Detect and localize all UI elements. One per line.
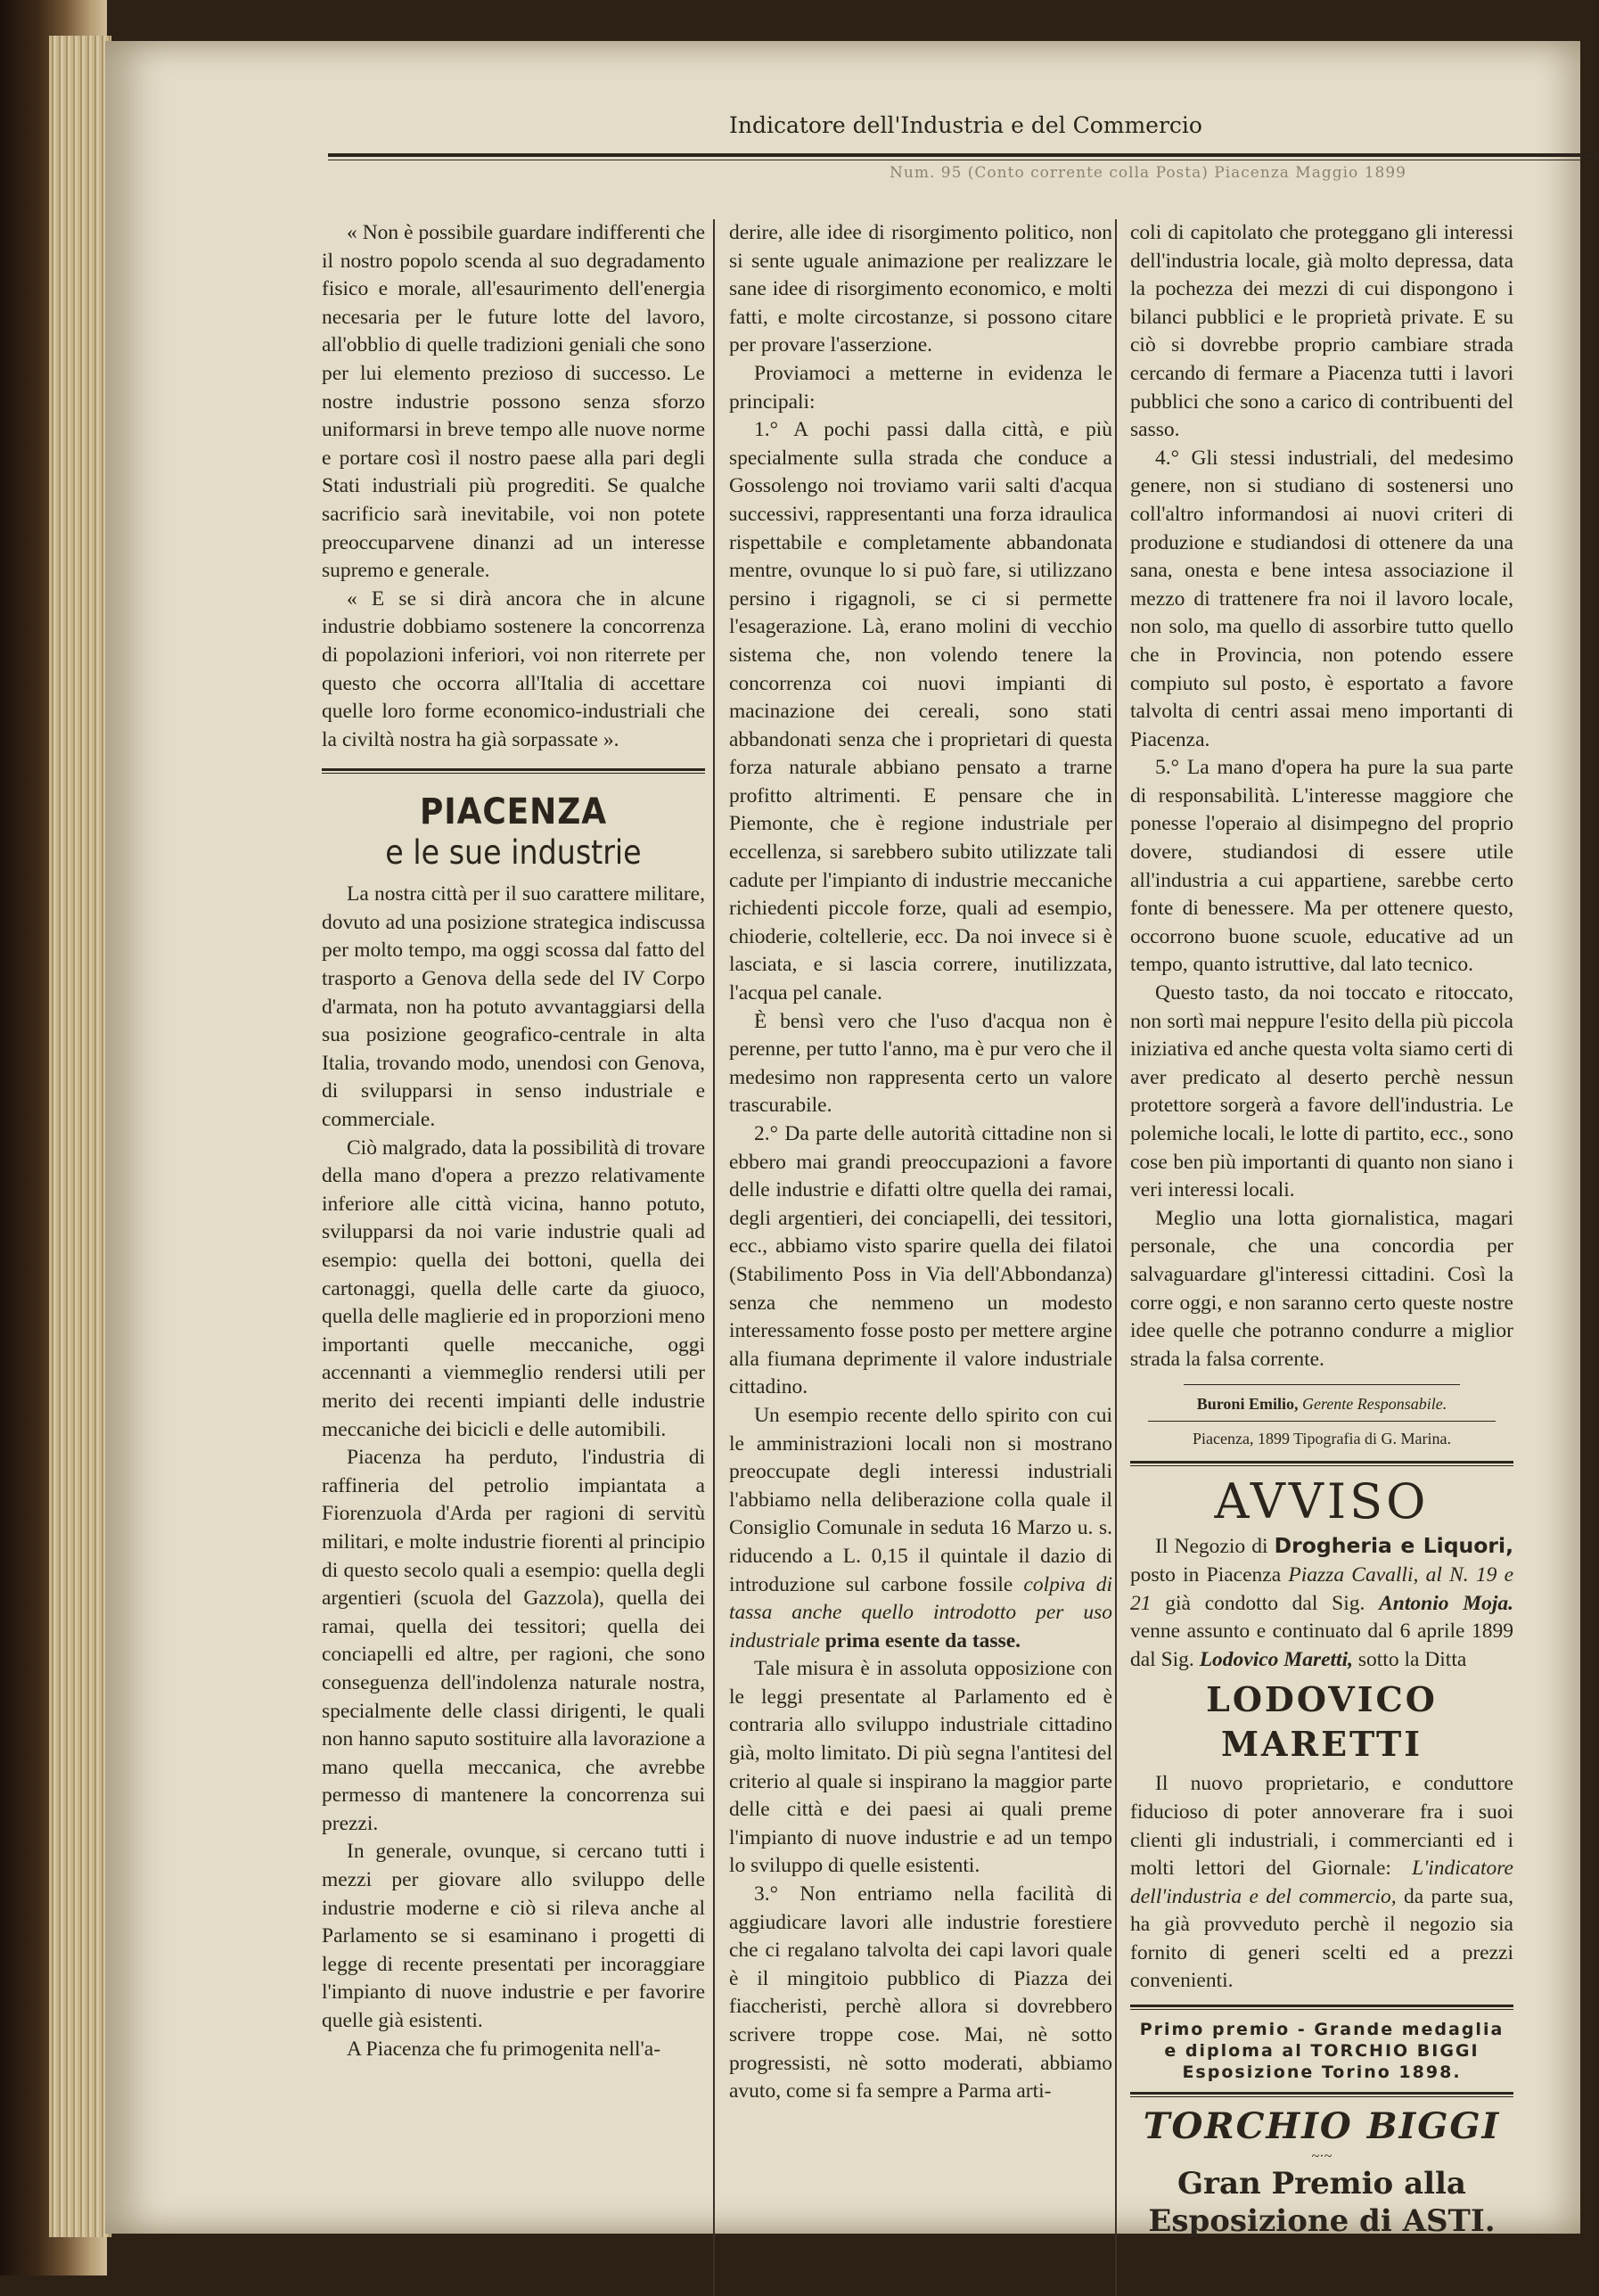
page-edges: [49, 36, 111, 2237]
premio-line-3: Esposizione Torino 1898.: [1182, 2062, 1462, 2083]
col1-paragraph-5: Piacenza ha perduto, l'industria di raffineria del petrolio impiantata a Fiorenzuola d'Arda per ragioni di servitù militari, e molte industrie fiorenti al principio di questo secolo quali a esempio: quella degli argentieri (scuola del Gazzola), quella dei ramai, quella dei tessitori; quella dei conciapelli ed altre, per ragioni, che sono conseguenza dell'indolenza naturale nostra, specialmente delle classi dirigenti, le quali non hanno saputo sostituire alla lavorazione a mano quella meccanica, che avrebbe permesso di mantenere la concorrenza sui prezzi.: [322, 1446, 705, 1835]
section-rule: [322, 768, 705, 774]
column-divider-1: [713, 219, 715, 2296]
avviso-heading: AVVISO: [1214, 1473, 1430, 1530]
newspaper-page: [105, 41, 1580, 2240]
col3-paragraph-4: Questo tasto, da noi toccato e ritoccato, non sortì mai neppure l'esito della più piccola iniziativa ed anche questa volta siamo certi di aver predicato al deserto perchè nessun protettore sorgerà a favore dell'industria. Le polemiche locali, le lotte di partito, ecc., sono cose ben più importanti di quanto non siano i veri interessi locali.: [1130, 981, 1513, 1202]
avviso-text-3: già condotto dal Sig.: [1165, 1591, 1365, 1615]
avviso-address: Piazza Cavalli, al N. 19 e 21: [1130, 1562, 1514, 1615]
avviso-text-5: sotto la Ditta: [1357, 1647, 1467, 1671]
short-rule: [1184, 1384, 1460, 1385]
col2-p6-italic: colpiva di tassa anche quello introdotto per uso industriale: [729, 1572, 1112, 1652]
article-title: PIACENZA: [420, 791, 607, 833]
gerente-role: Gerente Responsabile.: [1301, 1395, 1447, 1414]
avviso-text-2: posto in Piacenza: [1130, 1562, 1282, 1587]
col2-paragraph-1: derire, alle idee di risorgimento politico, non si sente uguale animazione per realizzare le sane idee di risorgimento economico, e molti fatti, e molte circostanze, si possono citare per provare l'asserzione.: [729, 221, 1112, 357]
column-1: [322, 219, 705, 2063]
col3-paragraph-3: 5.° La mano d'opera ha pure la sua parte di responsabilità. L'interesse maggiore che ponesse l'operaio al disimpegno del proprio dovere, studiandosi di essere utile all'industria a cui appartiene, sarebbe certo fonte di benessere. Ma per ottenere questo, occorrono buone scuole, educative ad un tempo, quanto istruttive, dal lato tecnico.: [1130, 756, 1513, 977]
col3-paragraph-1: coli di capitolato che proteggano gli interessi dell'industria locale, già molto depressa, data la pochezza dei mezzi di cui dispongono i bilanci pubblici e le proprietà private. E su ciò si dovrebbe proprio cambiare strada cercando di fermare a Piacenza tutti i lavori pubblici che sono a carico di contribuenti del sasso.: [1130, 221, 1513, 442]
tipografia-line: Piacenza, 1899 Tipografia di G. Marina.: [1193, 1430, 1451, 1448]
torchio-biggi-heading: TORCHIO BIGGI: [1143, 2105, 1501, 2148]
premio-rule: [1130, 2005, 1513, 2010]
col2-paragraph-7: Tale misura è in assoluta opposizione con le leggi presentate al Parlamento ed è contraria allo sviluppo industriale cittadino già, molto limitato. Di più segna l'antitesi del criterio al quale si inspirano la maggior parte delle città e dei paesi ai quali preme l'impianto di nuove industrie e ad un tempo lo sviluppo di quelle esistenti.: [729, 1657, 1112, 1878]
col2-paragraph-6: [729, 1402, 1112, 1655]
col2-paragraph-3: 1.° A pochi passi dalla città, e più specialmente sulla strada che conduce a Gossolengo noi troviamo varii salti d'acqua successivi, rappresentanti una forza idraulica rispettabile e completamente abbandonata mentre, ovunque lo si può fare, si utilizzano persino i rigagnoli, se ci si permette l'esagerazione. Là, erano molini di vecchio sistema che, non volendo tenere la concorrenza coi nuovi impianti di macinazione dei cereali, sono stati abbandonati senza che i proprietari di questa forza naturale abbiano pensato a trarne profitto altrimenti. E pensare che in Piemonte, che è regione industriale per eccellenza, si sarebbero subito utilizzate tali cadute per l'impianto di industrie meccaniche richiedenti piccole forze, quali ad esempio, chioderie, coltellerie, ecc. Da noi invece si è lasciata, e si lascia correre, inutilizzata, l'acqua pel canale.: [729, 418, 1112, 1005]
col1-paragraph-7: A Piacenza che fu primogenita nell'a-: [347, 2037, 661, 2061]
maretti-paragraph: [1130, 1770, 1513, 1996]
avviso-lodovico: Lodovico Maretti,: [1199, 1647, 1353, 1671]
gerente-line: [1130, 1390, 1513, 1417]
running-head: Indicatore dell'Industria e del Commercio: [729, 112, 1202, 138]
maretti-journal: L'indicatore dell'industria e del commercio,: [1130, 1857, 1513, 1908]
ornament-divider: ~·~: [1311, 2149, 1332, 2165]
avviso-shop: Drogheria e Liquori,: [1274, 1533, 1514, 1559]
avviso-text-4: venne assunto e continuato dal 6 aprile 1899 dal Sig.: [1130, 1620, 1513, 1671]
avviso-moja: Antonio Moja.: [1379, 1591, 1514, 1615]
premio-line-1: Primo premio - Grande medaglia: [1139, 2020, 1505, 2040]
col2-p6-text: Un esempio recente dello spirito con cui le amministrazioni locali non si mostrano preoccupate degli interessi industriali l'abbiamo nella deliberazione colla quale il Consiglio Comunale in seduta 16 Marzo u. s. riducendo a L. 0,15 il quintale il dazio di introduzione sul carbone fossile: [729, 1403, 1112, 1596]
col2-paragraph-4: È bensì vero che l'uso d'acqua non è perenne, per tutto l'anno, ma è pur vero che il medesimo non rappresenta certo un valore trascurabile.: [729, 1009, 1112, 1118]
avviso-paragraph: [1130, 1532, 1513, 1674]
column-divider-2: [1115, 219, 1117, 2296]
biggi-rule: [1130, 2092, 1513, 2097]
faded-ghost-print: Num. 95 (Conto corrente colla Posta) Piacenza Maggio 1899: [890, 164, 1406, 182]
col1-paragraph-1: « Non è possibile guardare indifferenti che il nostro popolo scenda al suo degradamento fisico e morale, all'esaurimento dell'energia necesaria per le future lotte del lavoro, all'obblio di quelle tradizioni geniali che sono per lui elemento prezioso di successo. Le nostre industrie possono senza sforzo uniformarsi in breve tempo alle nuove norme e portare così il nostro paese alla pari degli Stati industriali più progrediti. Se qualche sacrificio sarà inevitabile, voi non potete preoccuparvene dinanzi ad un interesse supremo e generale.: [322, 221, 705, 583]
avviso-text-1: Il Negozio di: [1155, 1535, 1268, 1559]
col1-paragraph-2: « E se si dirà ancora che in alcune industrie dobbiamo sostenere la concorrenza di popolazioni inferiori, voi non riterrete per questo che occorra all'Italia di accettare quelle loro forme economico-industriali che la civiltà nostra ha già sorpassate ».: [322, 586, 705, 751]
short-rule-2: [1148, 1421, 1496, 1422]
ad-rule: [1130, 1461, 1513, 1466]
col3-paragraph-2: 4.° Gli stessi industriali, del medesimo genere, non si studiano di sostenersi uno coll'altro informandosi ai nuovi criteri di produzione e studiandosi di ottenere da una sana, onesta e bene intesa associazione il mezzo di trattenere fra noi il lavoro locale, non solo, ma quello di assorbire tutto quello che in Provincia, non potendo essere compiuto sul posto, è esportato a favore talvolta di centri assai meno importanti di Piacenza.: [1130, 446, 1513, 751]
column-3: [1130, 219, 1513, 2240]
premio-line-2: e diploma al TORCHIO BIGGI: [1164, 2041, 1480, 2062]
col3-paragraph-5: Meglio una lotta giornalistica, magari personale, che una concordia per salvaguardare gl'interessi cittadini. Così la corre oggi, e non saranno certo queste nostre idee quelle che potranno condurre a miglior strada la falsa corrente.: [1130, 1206, 1513, 1371]
maretti-heading: LODOVICO MARETTI: [1206, 1679, 1438, 1765]
col2-paragraph-5: 2.° Da parte delle autorità cittadine non si ebbero mai grandi preoccupazioni a favore delle industrie e difatti oltre quella dei ramai, degli argentieri, dei conciapelli, dei tessitori, ecc., abbiamo visto sparire quella dei filatoi (Stabilimento Poss in Via dell'Abbondanza) senza che nemmeno un modesto interessamento fosse posto per mettere argine alla fiumana deprimente il valore industriale cittadino.: [729, 1122, 1112, 1399]
col1-paragraph-6: In generale, ovunque, si cercano tutti i mezzi per giovare allo sviluppo delle industrie moderne e ciò si rileva anche al Parlamento se si esaminano i progetti di legge di recente presentati per incoraggiare l'impianto di nuove industrie e per favorire quelle già esistenti.: [322, 1840, 705, 2033]
article-subtitle: e le sue industrie: [385, 833, 642, 873]
col1-paragraph-4: Ciò malgrado, data la possibilità di trovare della mano d'opera a prezzo relativamente inferiore alle città vicina, hanno potuto, svilupparsi da noi varie industrie quali ad esempio: quella dei bottoni, quella dei cartonaggi, quella delle carte da giuoco, quella delle maglierie ed in proporzioni meno importanti quelle meccaniche, oggi accennanti a viemmeglio rendersi utili per merito dei recenti impianti delle industrie meccaniche dei bicicli e delle automibili.: [322, 1136, 705, 1441]
col2-p6-bold: prima esente da tasse.: [824, 1628, 1021, 1652]
gran-premio-heading: Gran Premio alla Esposizione di ASTI.: [1148, 2166, 1496, 2240]
header-rule: [328, 153, 1599, 160]
col1-paragraph-3: La nostra città per il suo carattere militare, dovuto ad una posizione strategica indiscussa per molto tempo, ma oggi scossa dal fatto del trasporto a Genova della sede del IV Corpo d'armata, non ha potuto avvantaggiarsi della sua posizione geografico-centrale in alta Italia, trovando modo, unendosi con Genova, di svilupparsi in senso industriale e commerciale.: [322, 882, 705, 1132]
col2-paragraph-8: 3.° Non entriamo nella facilità di aggiudicare lavori alle industrie forestiere che ci regalano talvolta dei capi lavori quale è il mingitoio pubblico di Piazza dei fiaccheristi, perchè allora si dovrebbero scrivere troppe cose. Mai, nè sotto progressisti, nè sotto moderati, abbiamo avuto, come si fa sempre a Parma arti-: [729, 1882, 1112, 2103]
gerente-name: Buroni Emilio,: [1196, 1395, 1299, 1414]
maretti-text-2: da parte sua, ha già provveduto perchè il negozio sia fornito di generi scelti ed a prezzi convenienti.: [1130, 1884, 1513, 1993]
column-2: [729, 219, 1112, 2106]
col2-paragraph-2: Proviamoci a metterne in evidenza le principali:: [729, 361, 1112, 414]
maretti-text-1: Il nuovo proprietario, e conduttore fiducioso di poter annoverare fra i suoi clienti gli industriali, i commercianti ed i molti lettori del Giornale:: [1130, 1772, 1513, 1881]
